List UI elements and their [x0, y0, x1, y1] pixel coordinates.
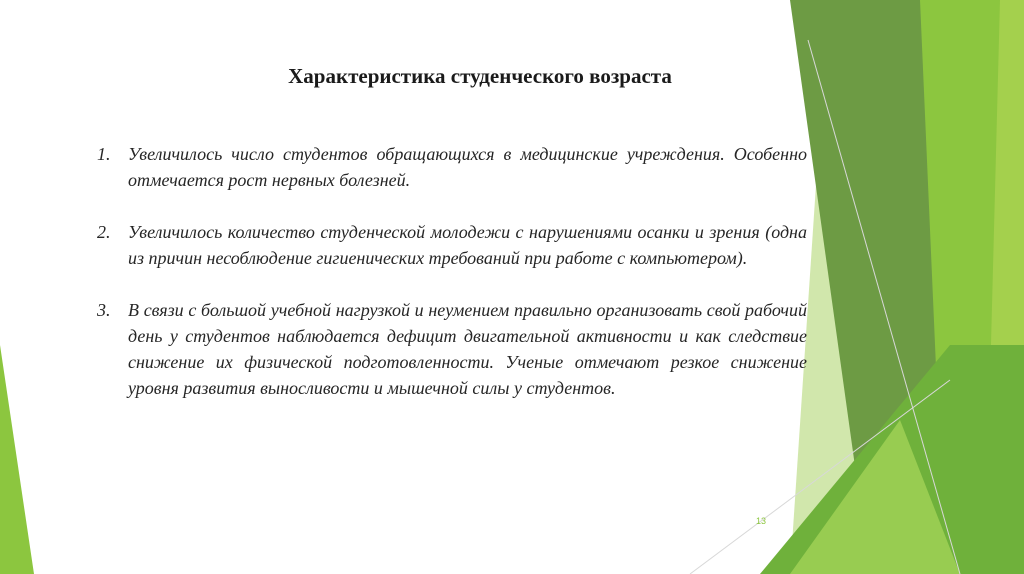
- list-item-number: 1.: [97, 144, 111, 164]
- list-item: [97, 297, 807, 401]
- slide-title: Характеристика студенческого возраста: [288, 64, 672, 88]
- list-item-number: 2.: [97, 222, 111, 242]
- list-item-text: В связи с большой учебной нагрузкой и неумением правильно организовать свой рабочий день у студентов наблюдается дефицит двигательной активности и как следствие снижение их физической подготовленности. Ученые отмечают резкое снижение уровня развития выносливости и мышечной силы у студентов.: [128, 300, 807, 398]
- list-item-number: 3.: [97, 300, 111, 320]
- left-edge-strip: [0, 345, 34, 574]
- list-item: [97, 219, 807, 271]
- page-number: 13: [756, 516, 767, 526]
- list-item-text: Увеличилось количество студенческой молодежи с нарушениями осанки и зрения (одна из причин несоблюдение гигиенических требований при работе с компьютером).: [128, 222, 807, 268]
- list-item-text: Увеличилось число студентов обращающихся в медицинские учреждения. Особенно отмечается рост нервных болезней.: [128, 144, 807, 190]
- list-item: [97, 141, 807, 193]
- numbered-list: [97, 141, 807, 427]
